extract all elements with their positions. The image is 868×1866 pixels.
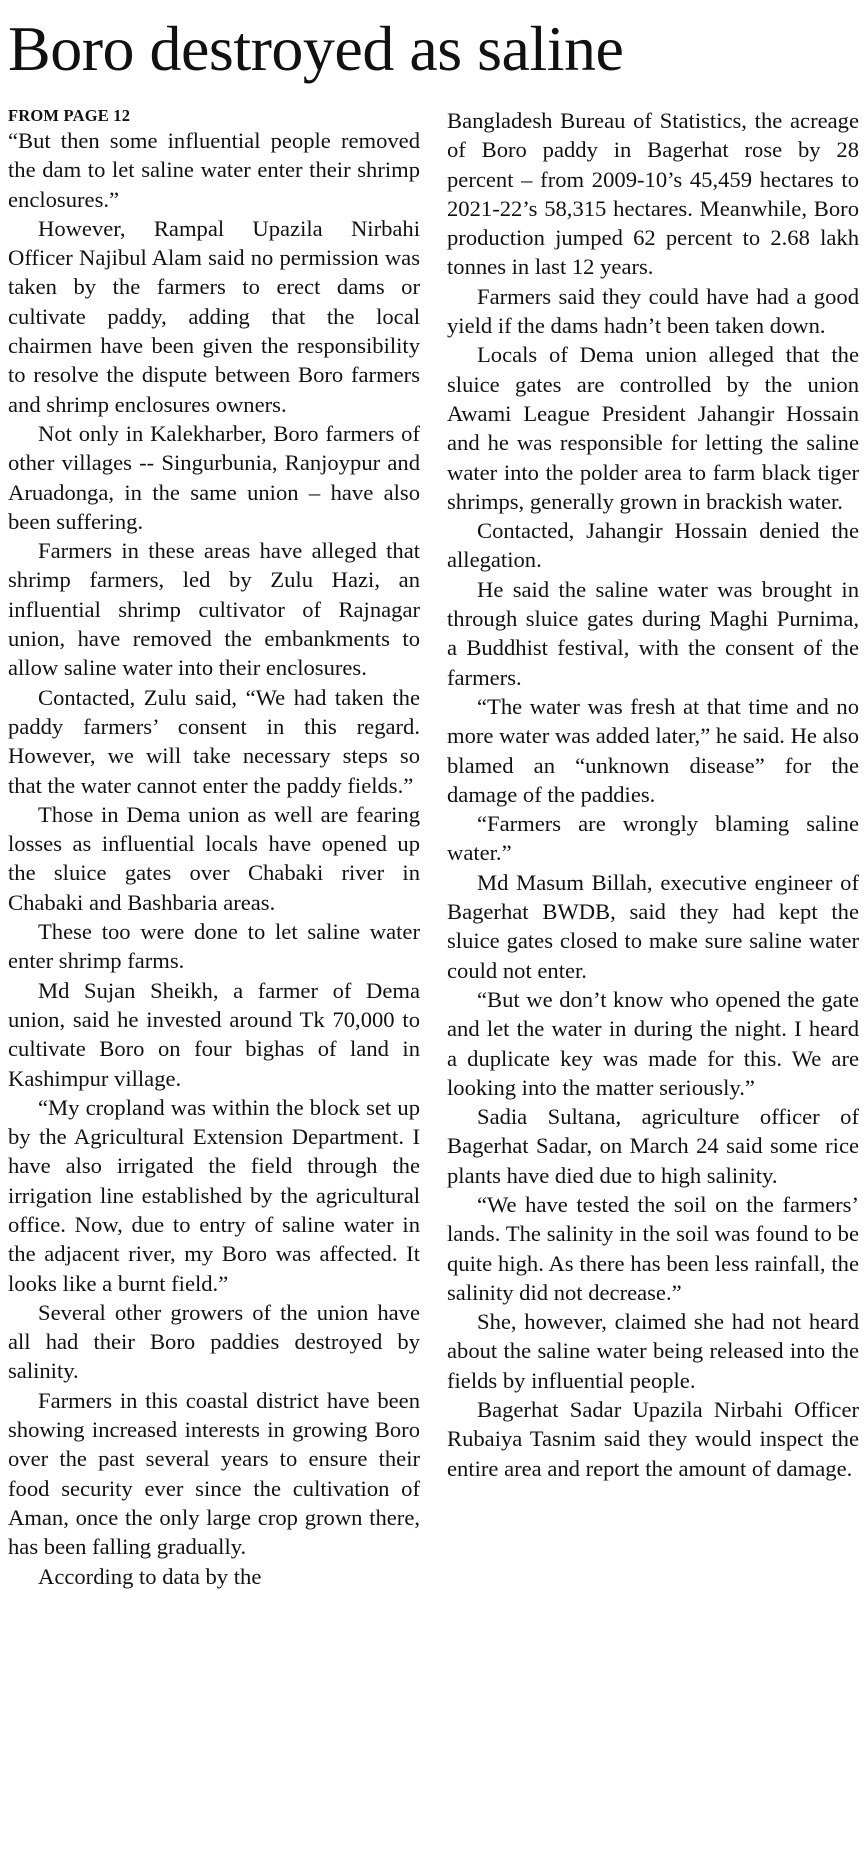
paragraph: “But we don’t know who opened the gate and let the water in during the night. I heard a duplicate key was made for this. We are looking into the matter seriously.” <box>447 986 859 1100</box>
paragraph: “The water was fresh at that time and no more water was added later,” he said. He also blamed an “unknown disease” for the damage of the paddies. <box>447 693 859 807</box>
paragraph: Locals of Dema union alleged that the sluice gates are controlled by the union Awami League President Jahangir Hossain and he was responsible for letting the saline water into the polder area to farm black tiger shrimps, generally grown in brackish water. <box>447 342 859 514</box>
paragraph: “We have tested the soil on the farmers’ lands. The salinity in the soil was found to be quite high. As there has been less rainfall, the salinity did not decrease.” <box>447 1191 859 1305</box>
paragraph: Farmers in these areas have alleged that shrimp farmers, led by Zulu Hazi, an influential shrimp cultivator of Rajnagar union, have removed the embankments to allow saline water into their enclosures. <box>8 538 420 681</box>
paragraph: Md Sujan Sheikh, a farmer of Dema union, said he invested around Tk 70,000 to cultivate Boro on four bighas of land in Kashimpur village. <box>8 977 420 1091</box>
paragraph: Contacted, Jahangir Hossain denied the allegation. <box>447 518 859 573</box>
paragraph: Sadia Sultana, agriculture officer of Bagerhat Sadar, on March 24 said some rice plants have died due to high salinity. <box>447 1104 859 1188</box>
paragraph: However, Rampal Upazila Nirbahi Officer Najibul Alam said no permission was taken by the farmers to erect dams or cultivate paddy, adding that the local chairmen have been given the responsibility to resolve the dispute between Boro farmers and shrimp enclosures owners. <box>8 215 420 417</box>
paragraph: Farmers in this coastal district have been showing increased interests in growing Boro over the past several years to ensure their food security ever since the cultivation of Aman, once the only large crop grown there, has been falling gradually. <box>8 1387 420 1560</box>
paragraph: She, however, claimed she had not heard about the saline water being released into the fields by influential people. <box>447 1309 859 1393</box>
paragraph: Contacted, Zulu said, “We had taken the paddy farmers’ consent in this regard. However, we will take necessary steps so that the water cannot enter the paddy fields.” <box>8 684 420 798</box>
headline: Boro destroyed as saline <box>8 13 624 84</box>
paragraph: Those in Dema union as well are fearing losses as influential locals have opened up the sluice gates over Chabaki river in Chabaki and Bashbaria areas. <box>8 801 420 915</box>
continued-from-kicker: FROM PAGE 12 <box>8 106 131 125</box>
paragraph: According to data by the <box>38 1563 262 1589</box>
paragraph: These too were done to let saline water enter shrimp farms. <box>8 919 420 974</box>
paragraph: Farmers said they could have had a good yield if the dams hadn’t been taken down. <box>447 283 859 339</box>
paragraph: Bagerhat Sadar Upazila Nirbahi Officer Rubaiya Tasnim said they would inspect the entire area and report the amount of damage. <box>447 1397 859 1481</box>
paragraph: Not only in Kalekharber, Boro farmers of other villages -- Singurbunia, Ranjoypur and Aruadonga, in the same union – have also been suffering. <box>8 420 420 534</box>
article-column-left <box>8 106 420 1591</box>
paragraph: Several other growers of the union have all had their Boro paddies destroyed by salinity. <box>8 1299 420 1384</box>
paragraph: He said the saline water was brought in through sluice gates during Maghi Purnima, a Buddhist festival, with the consent of the farmers. <box>447 576 859 690</box>
paragraph: Md Masum Billah, executive engineer of Bagerhat BWDB, said they had kept the sluice gates closed to make sure saline water could not enter. <box>447 869 859 983</box>
paragraph: “But then some influential people removed the dam to let saline water enter their shrimp enclosures.” <box>8 128 420 212</box>
paragraph: Bangladesh Bureau of Statistics, the acreage of Boro paddy in Bagerhat rose by 28 percent – from 2009-10’s 45,459 hectares to 2021-22’s 58,315 hectares. Meanwhile, Boro production jumped 62 percent to 2.68 lakh tonnes in last 12 years. <box>447 108 859 280</box>
article-column-right <box>447 106 859 1483</box>
paragraph: “My cropland was within the block set up by the Agricultural Extension Department. I have also irrigated the field through the irrigation line established by the agricultural office. Now, due to entry of saline water in the adjacent river, my Boro was affected. It looks like a burnt field.” <box>8 1094 420 1296</box>
paragraph: “Farmers are wrongly blaming saline water.” <box>447 811 859 866</box>
